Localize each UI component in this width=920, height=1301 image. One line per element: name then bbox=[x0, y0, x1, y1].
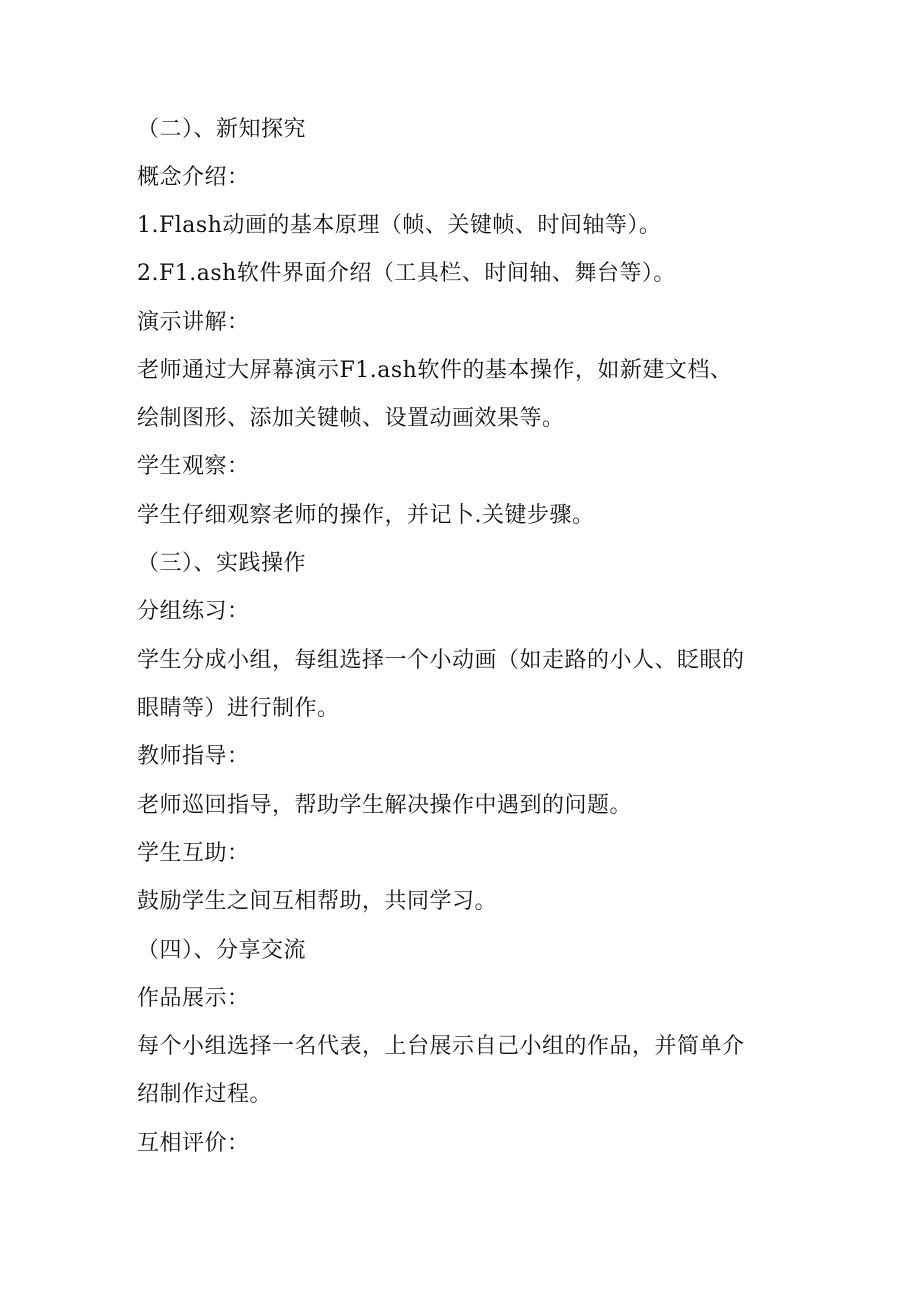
paragraph-line: 绘制图形、添加关键帧、设置动画效果等。 bbox=[137, 406, 565, 431]
paragraph-line: 眼睛等）进行制作。 bbox=[137, 696, 340, 721]
section-heading-3: （三）、实践操作 bbox=[137, 551, 307, 576]
paragraph-line: 绍制作过程。 bbox=[137, 1082, 273, 1107]
paragraph-line: 每个小组选择一名代表，上台展示自己小组的作品，并简单介 bbox=[137, 1034, 745, 1059]
label-teacher-guide: 教师指导： bbox=[137, 744, 250, 769]
label-demo: 演示讲解： bbox=[137, 310, 250, 335]
paragraph-line: 1.Flash动画的基本原理（帧、关键帧、时间轴等）。 bbox=[137, 213, 662, 238]
paragraph-line: 老师通过大屏幕演示F1.ash软件的基本操作，如新建文档、 bbox=[137, 358, 733, 383]
paragraph-line: 学生仔细观察老师的操作，并记卜.关键步骤。 bbox=[137, 503, 595, 528]
label-work-display: 作品展示： bbox=[137, 986, 250, 1011]
label-group-practice: 分组练习： bbox=[137, 599, 250, 624]
paragraph-line: 鼓励学生之间互相帮助，共同学习。 bbox=[137, 889, 498, 914]
label-mutual-review: 互相评价： bbox=[137, 1131, 250, 1156]
section-heading-2: （二）、新知探究 bbox=[137, 117, 307, 142]
label-concept-intro: 概念介绍： bbox=[137, 165, 250, 190]
label-student-observe: 学生观察： bbox=[137, 454, 250, 479]
section-heading-4: （四）、分享交流 bbox=[137, 938, 307, 963]
paragraph-line: 老师巡回指导，帮助学生解决操作中遇到的问题。 bbox=[137, 793, 633, 818]
paragraph-line: 2.F1.ash软件界面介绍（工具栏、时间轴、舞台等）。 bbox=[137, 261, 676, 286]
paragraph-line: 学生分成小组，每组选择一个小动画（如走路的小人、眨眼的 bbox=[137, 648, 745, 673]
label-student-help: 学生互助： bbox=[137, 841, 250, 866]
